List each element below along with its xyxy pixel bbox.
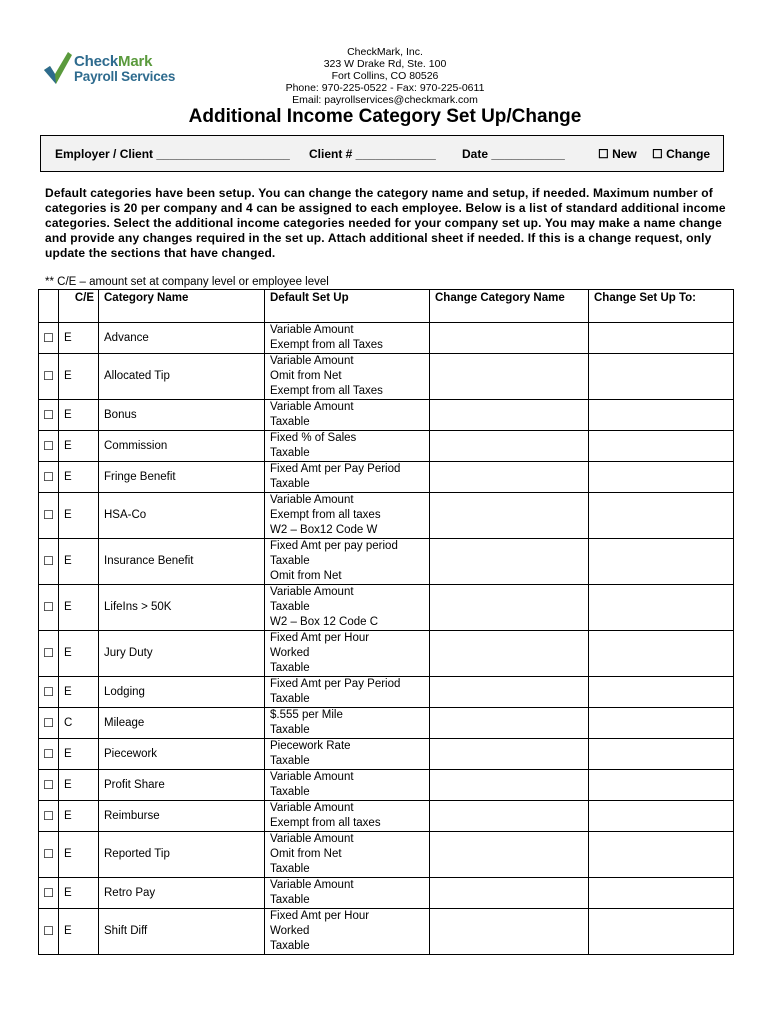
default-setup-line: Taxable xyxy=(270,863,310,875)
table-row xyxy=(39,909,734,955)
ce-cell: E xyxy=(59,585,99,631)
default-setup-line: Taxable xyxy=(270,478,310,490)
default-setup-line: Omit from Net xyxy=(270,570,342,582)
ce-cell: E xyxy=(59,493,99,539)
default-setup-line: Fixed Amt per Pay Period xyxy=(270,678,401,690)
default-setup-line: Exempt from all taxes xyxy=(270,509,381,521)
default-setup-line: W2 – Box12 Code W xyxy=(270,524,378,536)
ce-cell: E xyxy=(59,539,99,585)
ce-cell: E xyxy=(59,400,99,431)
default-setup-line: Variable Amount xyxy=(270,771,354,783)
category-name-cell: Insurance Benefit xyxy=(99,539,265,585)
change-setup-input[interactable] xyxy=(589,770,734,801)
table-row xyxy=(39,770,734,801)
col-header-change-category-name: Change Category Name xyxy=(430,290,589,323)
change-setup-input[interactable] xyxy=(589,323,734,354)
default-setup-line: Taxable xyxy=(270,755,310,767)
row-select-checkbox[interactable]: ☐ xyxy=(39,631,59,677)
default-setup-cell xyxy=(265,832,430,878)
employer-client-field[interactable]: Employer / Client ____________________ xyxy=(55,147,290,161)
change-category-name-input[interactable] xyxy=(430,770,589,801)
table-row xyxy=(39,708,734,739)
table-row xyxy=(39,677,734,708)
table-row xyxy=(39,431,734,462)
table-row xyxy=(39,539,734,585)
address-line: Email: payrollservices@checkmark.com xyxy=(292,94,478,106)
category-name-cell: Jury Duty xyxy=(99,631,265,677)
change-category-name-input[interactable] xyxy=(430,739,589,770)
change-category-name-input[interactable] xyxy=(430,400,589,431)
change-category-name-input[interactable] xyxy=(430,323,589,354)
address-line: 323 W Drake Rd, Ste. 100 xyxy=(323,58,447,70)
ce-cell: E xyxy=(59,677,99,708)
table-row xyxy=(39,354,734,400)
default-setup-line: Fixed Amt per Pay Period xyxy=(270,463,401,475)
change-setup-input[interactable] xyxy=(589,462,734,493)
row-select-checkbox[interactable]: ☐ xyxy=(39,832,59,878)
default-setup-line: Taxable xyxy=(270,416,310,428)
default-setup-line: Variable Amount xyxy=(270,879,354,891)
ce-cell: E xyxy=(59,431,99,462)
table-row xyxy=(39,631,734,677)
ce-cell: E xyxy=(59,878,99,909)
category-name-cell: Lodging xyxy=(99,677,265,708)
table-row xyxy=(39,585,734,631)
default-setup-cell xyxy=(265,462,430,493)
row-select-checkbox[interactable]: ☐ xyxy=(39,493,59,539)
default-setup-line: Fixed Amt per Hour xyxy=(270,910,370,922)
checkmark-logo-icon xyxy=(44,52,72,84)
change-category-name-input[interactable] xyxy=(430,431,589,462)
row-select-checkbox[interactable]: ☐ xyxy=(39,739,59,770)
default-setup-line: Variable Amount xyxy=(270,586,354,598)
ce-cell: E xyxy=(59,462,99,493)
change-setup-input[interactable] xyxy=(589,878,734,909)
change-setup-input[interactable] xyxy=(589,400,734,431)
default-setup-cell xyxy=(265,909,430,955)
default-setup-line: Variable Amount xyxy=(270,494,354,506)
change-setup-input[interactable] xyxy=(589,493,734,539)
default-setup-line: Fixed % of Sales xyxy=(270,432,357,444)
table-row xyxy=(39,493,734,539)
default-setup-line: Taxable xyxy=(270,724,310,736)
table-row xyxy=(39,832,734,878)
change-setup-input[interactable] xyxy=(589,354,734,400)
row-select-checkbox[interactable]: ☐ xyxy=(39,708,59,739)
default-setup-cell xyxy=(265,323,430,354)
default-setup-line: Variable Amount xyxy=(270,355,354,367)
default-setup-cell xyxy=(265,770,430,801)
default-setup-line: Variable Amount xyxy=(270,802,354,814)
row-select-checkbox[interactable]: ☐ xyxy=(39,539,59,585)
col-header-default-setup: Default Set Up xyxy=(265,290,430,323)
default-setup-line: Exempt from all Taxes xyxy=(270,339,383,351)
address-line: Fort Collins, CO 80526 xyxy=(331,70,439,82)
change-setup-input[interactable] xyxy=(589,801,734,832)
default-setup-line: Taxable xyxy=(270,940,310,952)
ce-cell: E xyxy=(59,909,99,955)
ce-cell: C xyxy=(59,708,99,739)
instructions-paragraph: Default categories have been setup. You can change the category name and setup, if needed. Maximum number of categories is 20 per company and 4 can be assigned to each employee. Below is a list of standard additional income categories. Select the additional income categories needed for your company set up. You may make a name change and provide any changes required in the set up. Attach additional sheet if needed. If this is a change request, only update the sections that have changed. xyxy=(45,186,726,260)
category-name-cell: Reimburse xyxy=(99,801,265,832)
change-category-name-input[interactable] xyxy=(430,539,589,585)
col-header-ce: C/E xyxy=(59,290,99,323)
default-setup-cell xyxy=(265,400,430,431)
address-line: Phone: 970-225-0522 - Fax: 970-225-0611 xyxy=(285,82,485,94)
default-setup-line: Fixed Amt per Hour xyxy=(270,632,370,644)
row-select-checkbox[interactable]: ☐ xyxy=(39,677,59,708)
col-header-change-setup: Change Set Up To: xyxy=(589,290,734,323)
table-header-row xyxy=(39,290,734,323)
default-setup-cell xyxy=(265,431,430,462)
client-number-field[interactable]: Client # ____________ xyxy=(309,147,436,161)
default-setup-cell xyxy=(265,677,430,708)
change-category-name-input[interactable] xyxy=(430,585,589,631)
default-setup-line: Taxable xyxy=(270,555,310,567)
default-setup-cell xyxy=(265,801,430,832)
category-name-cell: Fringe Benefit xyxy=(99,462,265,493)
category-name-cell: LifeIns > 50K xyxy=(99,585,265,631)
change-category-name-input[interactable] xyxy=(430,677,589,708)
ce-cell: E xyxy=(59,739,99,770)
default-setup-line: Taxable xyxy=(270,693,310,705)
default-setup-line: Omit from Net xyxy=(270,848,342,860)
change-setup-input[interactable] xyxy=(589,631,734,677)
row-select-checkbox[interactable]: ☐ xyxy=(39,323,59,354)
category-name-cell: Retro Pay xyxy=(99,878,265,909)
default-setup-line: Variable Amount xyxy=(270,833,354,845)
change-category-name-input[interactable] xyxy=(430,832,589,878)
default-setup-line: Omit from Net xyxy=(270,370,342,382)
default-setup-line: $.555 per Mile xyxy=(270,709,343,721)
change-category-name-input[interactable] xyxy=(430,909,589,955)
table-row xyxy=(39,801,734,832)
change-setup-input[interactable] xyxy=(589,909,734,955)
change-setup-input[interactable] xyxy=(589,708,734,739)
col-header-category-name: Category Name xyxy=(99,290,265,323)
default-setup-cell xyxy=(265,539,430,585)
change-category-name-input[interactable] xyxy=(430,631,589,677)
category-name-cell: Commission xyxy=(99,431,265,462)
category-name-cell: Piecework xyxy=(99,739,265,770)
table-row xyxy=(39,462,734,493)
category-name-cell: Advance xyxy=(99,323,265,354)
table-row xyxy=(39,739,734,770)
default-setup-cell xyxy=(265,585,430,631)
table-row xyxy=(39,323,734,354)
date-field[interactable]: Date ___________ xyxy=(462,147,565,161)
logo-wordmark-line2: Payroll Services xyxy=(74,69,176,84)
col-header-select xyxy=(39,290,59,323)
row-select-checkbox[interactable]: ☐ xyxy=(39,585,59,631)
ce-cell: E xyxy=(59,801,99,832)
change-setup-input[interactable] xyxy=(589,585,734,631)
category-name-cell: HSA-Co xyxy=(99,493,265,539)
default-setup-cell xyxy=(265,739,430,770)
change-setup-input[interactable] xyxy=(589,431,734,462)
change-category-name-input[interactable] xyxy=(430,708,589,739)
row-select-checkbox[interactable]: ☐ xyxy=(39,400,59,431)
change-setup-input[interactable] xyxy=(589,832,734,878)
change-category-name-input[interactable] xyxy=(430,801,589,832)
page-title: Additional Income Category Set Up/Change xyxy=(188,106,582,127)
default-setup-cell xyxy=(265,493,430,539)
default-setup-cell xyxy=(265,354,430,400)
default-setup-line: Worked xyxy=(270,647,310,659)
change-category-name-input[interactable] xyxy=(430,878,589,909)
row-select-checkbox[interactable]: ☐ xyxy=(39,354,59,400)
row-select-checkbox[interactable]: ☐ xyxy=(39,770,59,801)
category-name-cell: Shift Diff xyxy=(99,909,265,955)
row-select-checkbox[interactable]: ☐ xyxy=(39,909,59,955)
default-setup-line: Worked xyxy=(270,925,310,937)
category-name-cell: Mileage xyxy=(99,708,265,739)
category-name-cell: Bonus xyxy=(99,400,265,431)
default-setup-line: Exempt from all Taxes xyxy=(270,385,383,397)
default-setup-line: Taxable xyxy=(270,662,310,674)
employer-info-box xyxy=(40,135,724,172)
new-checkbox[interactable]: ☐ New xyxy=(598,147,637,161)
row-select-checkbox[interactable]: ☐ xyxy=(39,801,59,832)
default-setup-cell xyxy=(265,708,430,739)
address-line: CheckMark, Inc. xyxy=(347,46,423,58)
change-category-name-input[interactable] xyxy=(430,462,589,493)
default-setup-line: Taxable xyxy=(270,601,310,613)
default-setup-cell xyxy=(265,878,430,909)
ce-cell: E xyxy=(59,832,99,878)
default-setup-line: Fixed Amt per pay period xyxy=(270,540,398,552)
default-setup-line: Exempt from all taxes xyxy=(270,817,381,829)
default-setup-line: Variable Amount xyxy=(270,324,354,336)
ce-note: ** C/E – amount set at company level or employee level xyxy=(45,276,329,288)
ce-cell: E xyxy=(59,323,99,354)
default-setup-line: Taxable xyxy=(270,447,310,459)
income-category-table xyxy=(38,289,734,955)
category-name-cell: Reported Tip xyxy=(99,832,265,878)
row-select-checkbox[interactable]: ☐ xyxy=(39,878,59,909)
ce-cell: E xyxy=(59,770,99,801)
default-setup-line: W2 – Box 12 Code C xyxy=(270,616,379,628)
default-setup-line: Taxable xyxy=(270,786,310,798)
row-select-checkbox[interactable]: ☐ xyxy=(39,431,59,462)
change-setup-input[interactable] xyxy=(589,677,734,708)
category-name-cell: Profit Share xyxy=(99,770,265,801)
category-name-cell: Allocated Tip xyxy=(99,354,265,400)
change-checkbox[interactable]: ☐ Change xyxy=(652,147,711,161)
row-select-checkbox[interactable]: ☐ xyxy=(39,462,59,493)
default-setup-line: Variable Amount xyxy=(270,401,354,413)
logo-wordmark-line1: CheckMark xyxy=(74,53,153,70)
table-row xyxy=(39,878,734,909)
change-setup-input[interactable] xyxy=(589,539,734,585)
default-setup-line: Taxable xyxy=(270,894,310,906)
default-setup-line: Piecework Rate xyxy=(270,740,351,752)
change-setup-input[interactable] xyxy=(589,739,734,770)
ce-cell: E xyxy=(59,631,99,677)
change-category-name-input[interactable] xyxy=(430,354,589,400)
table-row xyxy=(39,400,734,431)
default-setup-cell xyxy=(265,631,430,677)
change-category-name-input[interactable] xyxy=(430,493,589,539)
company-logo xyxy=(44,52,204,86)
ce-cell: E xyxy=(59,354,99,400)
